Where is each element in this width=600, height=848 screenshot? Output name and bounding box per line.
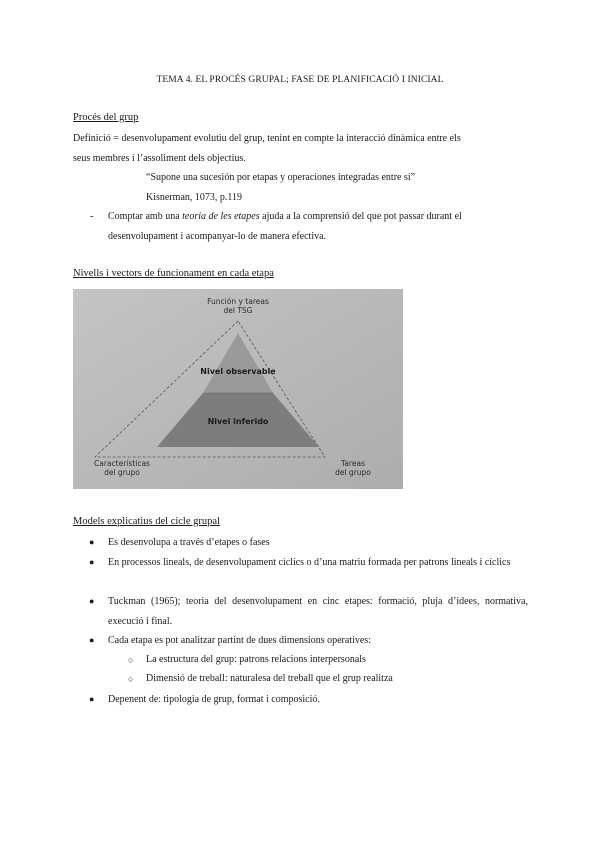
label-caracteristicas — [77, 459, 167, 477]
section-heading-proces: Procés del grup — [73, 112, 139, 123]
definition-line-1: Definició = desenvolupament evolutiu del grup, tenint en compte la interacció dinàmica entre els — [73, 133, 461, 144]
document-title: TEMA 4. EL PROCÉS GRUPAL; FASE DE PLANIFICACIÓ I INICIAL — [156, 75, 444, 85]
dash-text-italic: teoria de les etapes — [182, 211, 260, 222]
pyramid-figure — [73, 289, 403, 489]
dash-text-line-2: desenvolupament i acompanyar-lo de manera efectiva. — [108, 231, 327, 242]
section-heading-nivells: Nivells i vectors de funcionament en cada etapa — [73, 268, 274, 279]
label-tareas-line-1: Tareas — [341, 459, 365, 468]
bullet-4: ● — [89, 635, 95, 645]
list-item-5: Depenent de: tipologia de grup, format i composició. — [108, 694, 320, 705]
label-nivel-inferido: Nivel inferido — [207, 417, 269, 426]
bullet-1: ● — [89, 537, 95, 547]
label-caracteristicas-line-1: Características — [94, 459, 150, 468]
list-item-1: Es desenvolupa a través d’etapes o fases — [108, 537, 270, 548]
dash-text-line-1 — [108, 211, 462, 222]
bullet-5: ● — [89, 694, 95, 704]
sub-item-2: Dimensió de treball: naturalesa del treball que el grup realitza — [146, 673, 393, 684]
dash-text-before: Comptar amb una — [108, 211, 183, 222]
list-item-3: Tuckman (1965); teoria del desenvolupament en cinc etapes: formació, pluja d’idees, normativa, execució i final. — [108, 596, 528, 627]
label-funcion-line-1: Función y tareas — [207, 297, 269, 306]
section-heading-models: Models explicatius del cicle grupal — [73, 516, 220, 527]
list-item-4: Cada etapa es pot analitzar partint de dues dimensions operatives: — [108, 635, 371, 646]
label-tareas-line-2: del grupo — [335, 468, 371, 477]
sub-bullet-2: ○ — [128, 674, 134, 684]
quote-text: “Supone una sucesión por etapas y operaciones integradas entre sí” — [146, 172, 416, 183]
label-tareas-grupo — [313, 459, 393, 477]
quote-citation: Kisnerman, 1073, p.119 — [146, 192, 243, 203]
label-caracteristicas-line-2: del grupo — [104, 468, 140, 477]
definition-line-2: seus membres i l’assoliment dels objectius. — [73, 153, 246, 164]
label-funcion-line-2: del TSG — [223, 306, 253, 315]
sub-bullet-1: ○ — [128, 655, 134, 665]
label-nivel-observable: Nivel observable — [200, 367, 276, 376]
dash-text-after: ajuda a la comprensió del que pot passar durant el — [259, 211, 462, 222]
bullet-3: ● — [89, 596, 95, 606]
label-funcion-tareas — [188, 297, 288, 315]
dash-marker: - — [90, 211, 94, 222]
sub-item-1: La estructura del grup: patrons relacions interpersonals — [146, 654, 366, 665]
list-item-2: En processos lineals, de desenvolupament cíclics o d’una matriu formada per patrons lineals i cíclics — [108, 557, 511, 568]
bullet-2: ● — [89, 557, 95, 567]
